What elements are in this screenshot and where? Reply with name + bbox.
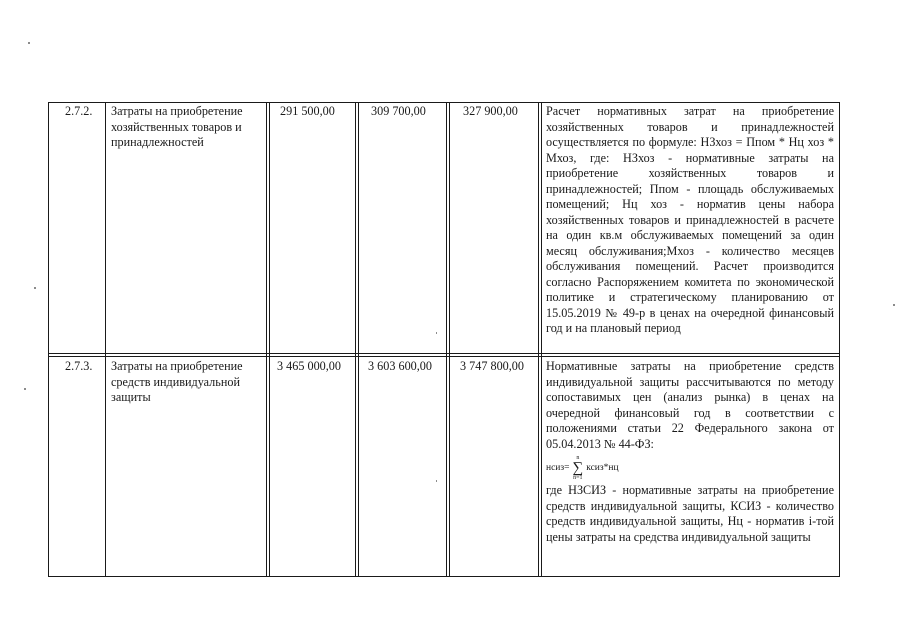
formula-rhs: ксиз*нц [586,462,619,473]
column-divider [839,102,840,577]
sum-lower-limit: n=1 [573,475,583,481]
column-divider [48,102,49,577]
row-description [546,359,834,545]
sum-sign-icon: n ∑ n=1 [572,455,584,481]
value-year-1: 291 500,00 [280,104,335,118]
column-divider [446,102,447,577]
scan-speck [893,304,895,306]
value-year-3: 3 747 800,00 [460,359,524,373]
scan-speck [34,287,36,289]
scan-speck [24,388,26,390]
description-text: Расчет нормативных затрат на приобретение хозяйственных товаров и принадлежностей осуществляется по формуле: НЗхоз = Ппом * Нц хоз * Мхоз, где: НЗхоз - нормативные затраты на приобретение хозяйственных товаров и принадлежностей; Ппом - площадь обслуживаемых помещений; Нц хоз - норматив цены набора хозяйственных товаров и принадлежностей в расчете на один кв.м обслуживаемых помещений за один месяц обслуживания;Мхоз - количество месяцев обслуживания помещений. Расчет производится согласно Распоряжением комитета по экономической политике и стратегическому планированию от 15.05.2019 № 49-р в ценах на очередной финансовый год и на плановый период [546,104,834,335]
column-divider [105,102,106,577]
row-code: 2.7.2. [65,104,93,118]
value-year-1: 3 465 000,00 [277,359,341,373]
row-code: 2.7.3. [65,359,93,373]
scan-speck [436,480,437,482]
row-divider [48,356,840,357]
row-divider [48,576,840,577]
column-divider [266,102,267,577]
scan-speck [436,332,437,334]
sum-upper-limit: n [576,455,580,461]
column-divider [449,102,450,577]
row-divider [48,353,840,354]
sum-formula [546,455,834,481]
row-description [546,104,834,337]
column-divider [541,102,542,577]
row-name: Затраты на приобретение средств индивидуальной защиты [111,359,243,404]
column-divider [358,102,359,577]
column-divider [269,102,270,577]
value-year-3: 327 900,00 [463,104,518,118]
scan-speck [28,42,30,44]
formula-lhs: нсиз= [546,462,570,473]
description-text: Нормативные затраты на приобретение средств индивидуальной защиты рассчитываются по методу сопоставимых цен (анализ рынка) в ценах на очередной финансовый год в соответствии с положениями статьи 22 Федерального закона от 05.04.2013 № 44-ФЗ: [546,359,834,451]
description-text: где НЗСИЗ - нормативные затраты на приобретение средств индивидуальной защиты, КСИЗ - количество средств индивидуальной защиты, Нц - норматив i-той цены затраты на средства индивидуальной защиты [546,483,834,544]
column-divider [355,102,356,577]
value-year-2: 309 700,00 [371,104,426,118]
column-divider [538,102,539,577]
row-name: Затраты на приобретение хозяйственных товаров и принадлежностей [111,104,243,149]
value-year-2: 3 603 600,00 [368,359,432,373]
row-divider [48,102,840,103]
